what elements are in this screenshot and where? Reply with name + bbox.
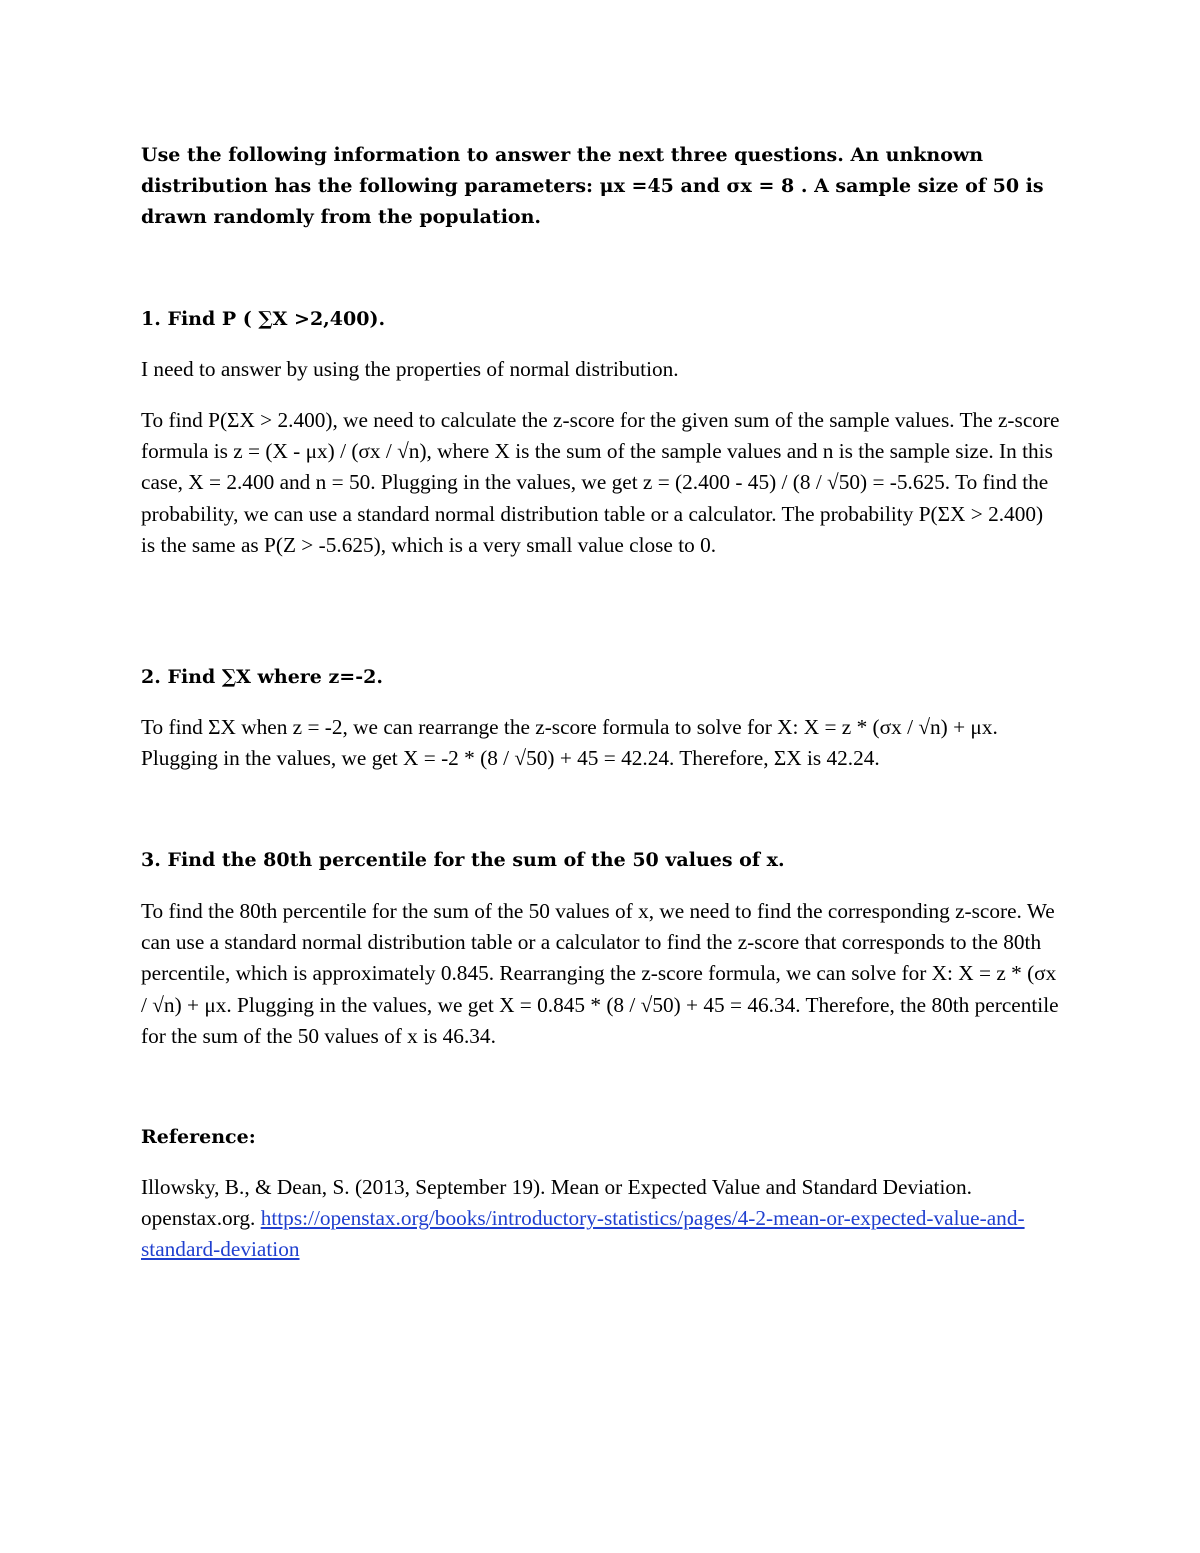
reference-citation	[141, 1172, 1041, 1266]
reference-link[interactable]: https://openstax.org/books/introductory-statistics/pages/4-2-mean-or-expected-value-and-standard-deviation	[141, 1206, 1025, 1262]
question-1-answer-text: To find P(ΣX > 2.400), we need to calculate the z-score for the given sum of the sample values. The z-score formula is z = (X - μx) / (σx / √n), where X is the sum of the sample values and n is the sample size. In this case, X = 2.400 and n = 50. Plugging in the values, we get z = (2.400 - 45) / (8 / √50) = -5.625. To find the probability, we can use a standard normal distribution table or a calculator. The probability P(ΣX > 2.400) is the same as P(Z > -5.625), which is a very small value close to 0.	[141, 408, 1060, 557]
intro-paragraph: Use the following information to answer the next three questions. An unknown distribution has the following parameters: μx =45 and σx = 8 . A sample size of 50 is drawn randomly from the population.	[141, 144, 1044, 228]
question-2-heading: 2. Find ∑X where z=-2.	[141, 666, 383, 688]
reference-citation-text: Illowsky, B., & Dean, S. (2013, September 19). Mean or Expected Value and Standard Deviation. openstax.org.	[141, 1175, 972, 1231]
question-1-intro-text: I need to answer by using the properties of normal distribution.	[141, 357, 679, 381]
question-1-heading: 1. Find P ( ∑X >2,400).	[141, 308, 386, 330]
reference-heading: Reference:	[141, 1126, 256, 1148]
question-3-heading: 3. Find the 80th percentile for the sum of the 50 values of x.	[141, 849, 785, 871]
question-2-answer-text: To find ΣX when z = -2, we can rearrange the z-score formula to solve for X: X = z * (σx / √n) + μx. Plugging in the values, we get X = -2 * (8 / √50) + 45 = 42.24. Therefore, ΣX is 42.24.	[141, 715, 998, 771]
question-3-answer-text: To find the 80th percentile for the sum of the 50 values of x, we need to find the corresponding z-score. We can use a standard normal distribution table or a calculator to find the z-score that corresponds to the 80th percentile, which is approximately 0.845. Rearranging the z-score formula, we can solve for X: X = z * (σx / √n) + μx. Plugging in the values, we get X = 0.845 * (8 / √50) + 45 = 46.34. Therefore, the 80th percentile for the sum of the 50 values of x is 46.34.	[141, 899, 1059, 1048]
